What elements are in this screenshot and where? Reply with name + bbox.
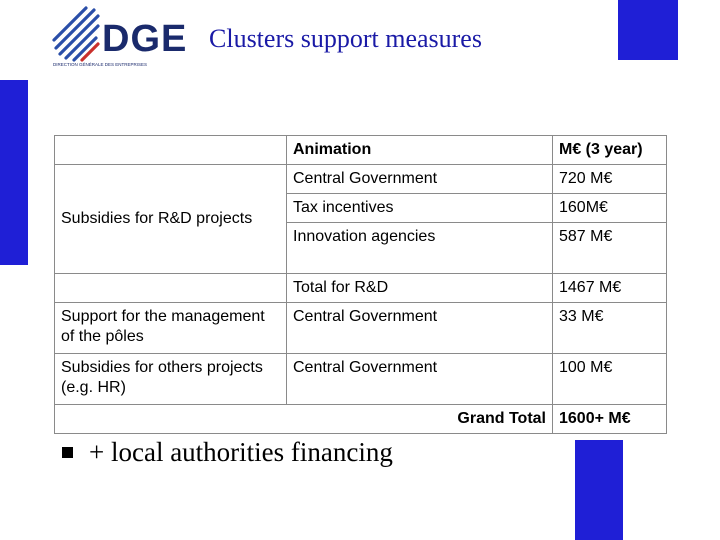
bullet-item bbox=[62, 437, 393, 468]
row-amount: 100 M€ bbox=[553, 354, 667, 405]
bottom-accent-block bbox=[575, 440, 623, 540]
row-body: Tax incentives bbox=[287, 194, 553, 223]
logo-subtitle: DIRECTION GÉNÉRALE DES ENTREPRISES bbox=[53, 62, 148, 67]
table-row bbox=[55, 274, 667, 303]
table-header-row bbox=[55, 136, 667, 165]
row-body: Central Government bbox=[287, 165, 553, 194]
measures-table bbox=[54, 135, 667, 434]
top-right-accent-block bbox=[618, 0, 678, 60]
row-label: Support for the management of the pôles bbox=[55, 303, 287, 354]
row-amount: 720 M€ bbox=[553, 165, 667, 194]
row-body: Total for R&D bbox=[287, 274, 553, 303]
row-amount: 160M€ bbox=[553, 194, 667, 223]
logo-wordmark: DGE bbox=[102, 18, 188, 60]
page-title: Clusters support measures bbox=[209, 24, 482, 53]
header-amount: M€ (3 year) bbox=[553, 136, 667, 165]
rd-group-label: Subsidies for R&D projects bbox=[55, 165, 287, 274]
row-amount: 1467 M€ bbox=[553, 274, 667, 303]
row-label: Subsidies for others projects (e.g. HR) bbox=[55, 354, 287, 405]
row-body: Innovation agencies bbox=[287, 223, 553, 274]
table-row bbox=[55, 303, 667, 354]
grand-total-amount: 1600+ M€ bbox=[553, 405, 667, 434]
square-bullet-icon bbox=[62, 447, 73, 458]
header-animation: Animation bbox=[287, 136, 553, 165]
header-empty-cell bbox=[55, 136, 287, 165]
table-row bbox=[55, 165, 667, 194]
left-accent-bar bbox=[0, 80, 28, 265]
bullet-text: + local authorities financing bbox=[89, 437, 393, 467]
row-amount: 587 M€ bbox=[553, 223, 667, 274]
row-body: Central Government bbox=[287, 354, 553, 405]
table-row bbox=[55, 354, 667, 405]
grand-total-row bbox=[55, 405, 667, 434]
row-amount: 33 M€ bbox=[553, 303, 667, 354]
empty-cell bbox=[55, 274, 287, 303]
row-body: Central Government bbox=[287, 303, 553, 354]
grand-total-label: Grand Total bbox=[55, 405, 553, 434]
